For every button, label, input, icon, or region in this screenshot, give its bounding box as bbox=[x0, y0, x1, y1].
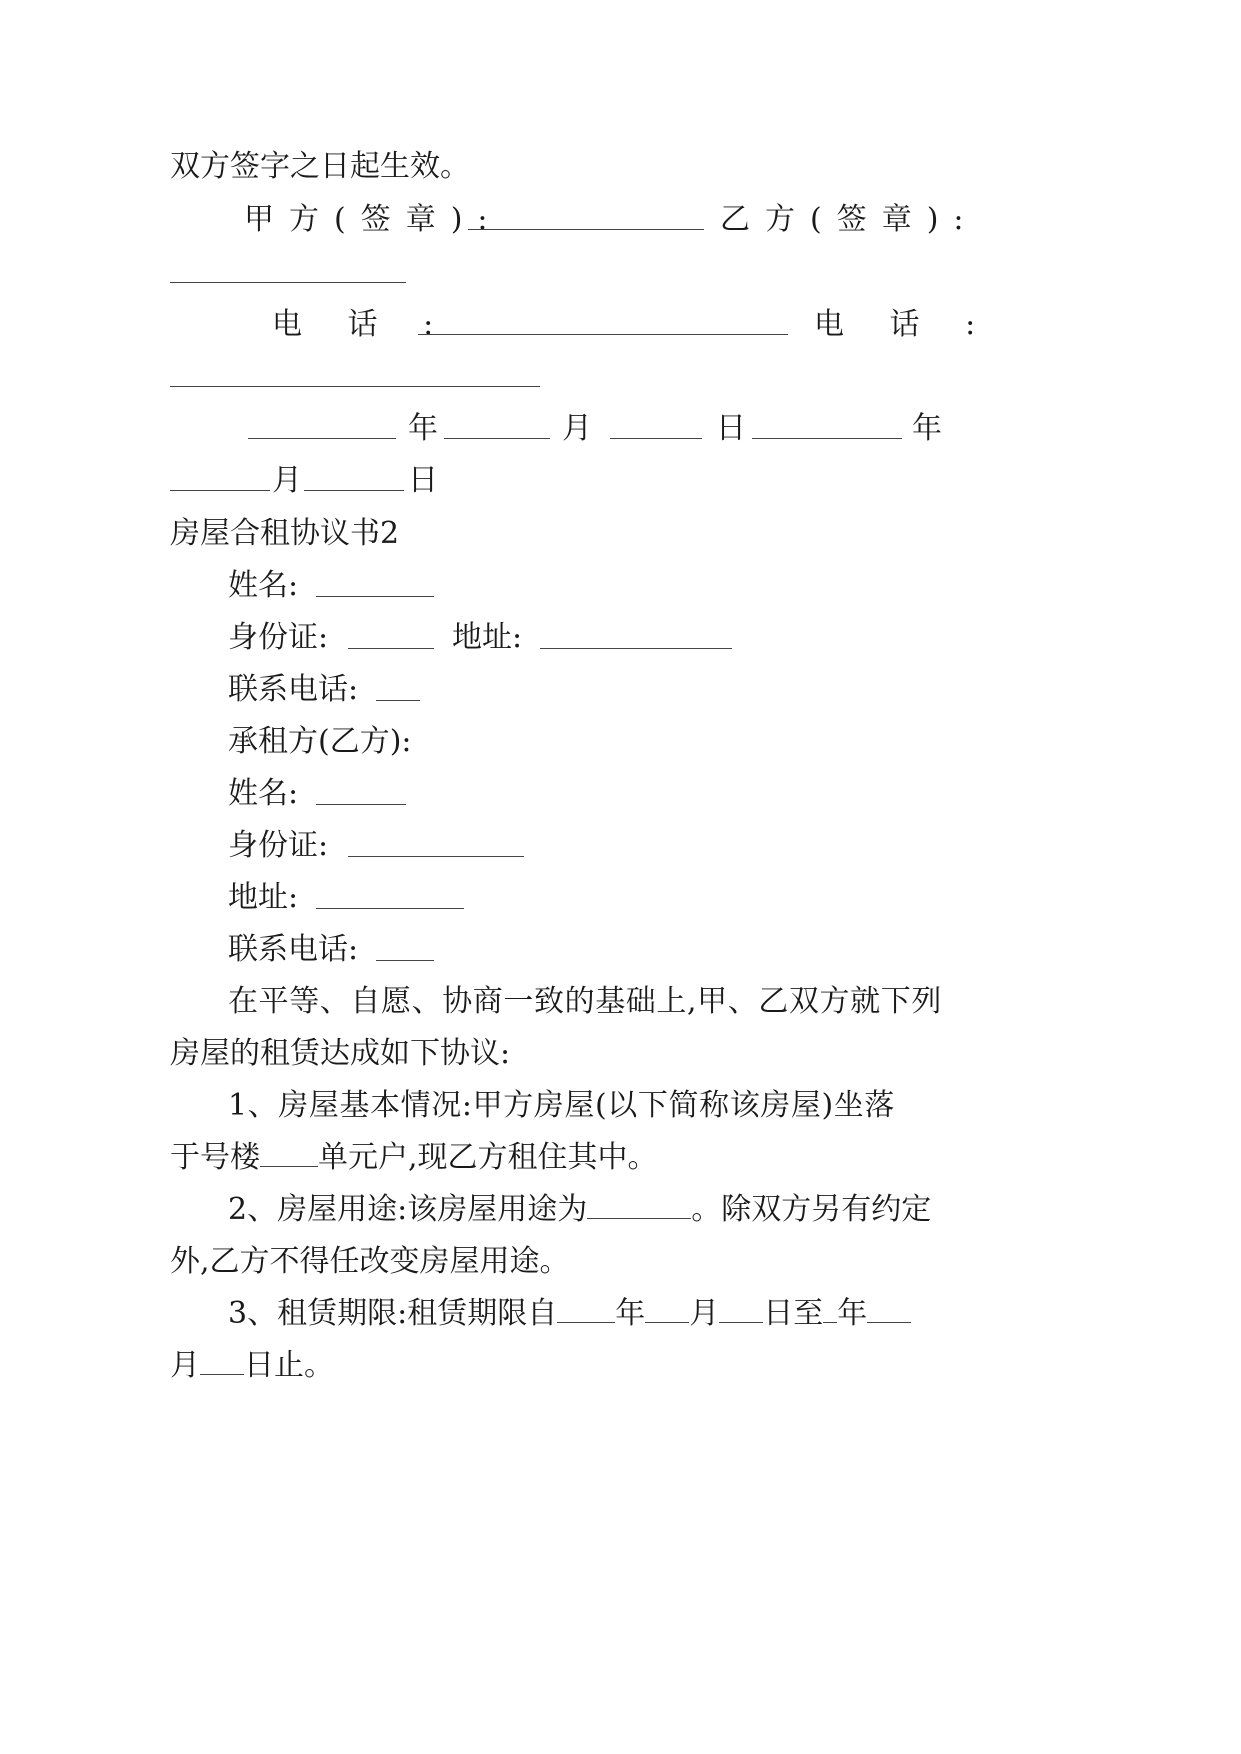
date-blank bbox=[557, 1296, 615, 1323]
paragraph-line: 外,乙方不得任改变房屋用途。 bbox=[170, 1244, 570, 1279]
text-segment: 。除双方另有约定 bbox=[691, 1192, 932, 1227]
phone-blank bbox=[376, 960, 434, 961]
text-segment: 月 bbox=[689, 1296, 720, 1331]
usage-blank bbox=[587, 1192, 691, 1219]
signature-blank bbox=[468, 229, 704, 230]
address-label: 地址: bbox=[452, 620, 523, 655]
phone-blank bbox=[376, 700, 420, 701]
party-b-phone-label: 电 话 : bbox=[814, 307, 994, 342]
date-blank bbox=[719, 1296, 763, 1323]
id-label: 身份证: bbox=[228, 828, 329, 863]
name-blank bbox=[316, 804, 406, 805]
id-label: 身份证: bbox=[228, 620, 329, 655]
signature-blank bbox=[170, 282, 406, 283]
year-label: 年 bbox=[408, 411, 438, 446]
id-blank bbox=[348, 856, 524, 857]
date-blank bbox=[823, 1296, 837, 1323]
date-blank bbox=[170, 490, 270, 491]
section-title: 房屋合租协议书2 bbox=[170, 516, 400, 551]
text-segment: 3、租赁期限:租赁期限自 bbox=[228, 1296, 558, 1331]
phone-blank bbox=[418, 334, 788, 335]
year-label: 年 bbox=[912, 411, 942, 446]
address-label: 地址: bbox=[228, 880, 299, 915]
text-line: 双方签字之日起生效。 bbox=[170, 149, 470, 184]
name-label: 姓名: bbox=[228, 776, 299, 811]
text-segment: 2、房屋用途:该房屋用途为 bbox=[228, 1192, 588, 1227]
day-label: 日 bbox=[408, 463, 438, 498]
address-blank bbox=[540, 648, 732, 649]
paragraph-line bbox=[170, 1138, 658, 1178]
paragraph-line: 在平等、自愿、协商一致的基础上,甲、乙双方就下列 bbox=[228, 984, 942, 1019]
party-a-signature-label: 甲方(签章): bbox=[244, 202, 503, 237]
date-blank bbox=[610, 438, 702, 439]
phone-label: 联系电话: bbox=[228, 932, 359, 967]
month-label: 月 bbox=[562, 411, 592, 446]
day-label: 日 bbox=[716, 411, 746, 446]
paragraph-line: 房屋的租赁达成如下协议: bbox=[170, 1036, 511, 1071]
party-b-signature-label: 乙方(签章): bbox=[720, 202, 979, 237]
phone-label: 联系电话: bbox=[228, 672, 359, 707]
month-label: 月 bbox=[272, 463, 302, 498]
name-blank bbox=[316, 596, 434, 597]
date-blank bbox=[645, 1296, 689, 1323]
text-segment: 月 bbox=[170, 1348, 200, 1383]
text-segment: 年 bbox=[615, 1296, 646, 1331]
paragraph-line bbox=[170, 1346, 334, 1386]
date-blank bbox=[444, 438, 550, 439]
lessee-heading: 承租方(乙方): bbox=[228, 724, 412, 759]
text-segment: 日止。 bbox=[244, 1348, 334, 1383]
text-segment: 日至 bbox=[763, 1296, 824, 1331]
phone-blank bbox=[170, 386, 540, 387]
building-blank bbox=[260, 1140, 318, 1167]
paragraph-line bbox=[228, 1190, 931, 1230]
date-blank bbox=[248, 438, 396, 439]
party-a-phone-label: 电 话 : bbox=[272, 307, 452, 342]
address-blank bbox=[316, 908, 464, 909]
date-blank bbox=[200, 1348, 244, 1375]
id-blank bbox=[348, 648, 434, 649]
name-label: 姓名: bbox=[228, 568, 299, 603]
paragraph-line: 1、房屋基本情况:甲方房屋(以下简称该房屋)坐落 bbox=[228, 1088, 896, 1123]
text-segment: 单元户,现乙方租住其中。 bbox=[318, 1140, 658, 1175]
date-blank bbox=[867, 1296, 911, 1323]
text-segment: 于号楼 bbox=[170, 1140, 260, 1175]
date-blank bbox=[752, 438, 902, 439]
paragraph-line bbox=[228, 1294, 911, 1334]
date-blank bbox=[304, 490, 404, 491]
text-segment: 年 bbox=[837, 1296, 868, 1331]
